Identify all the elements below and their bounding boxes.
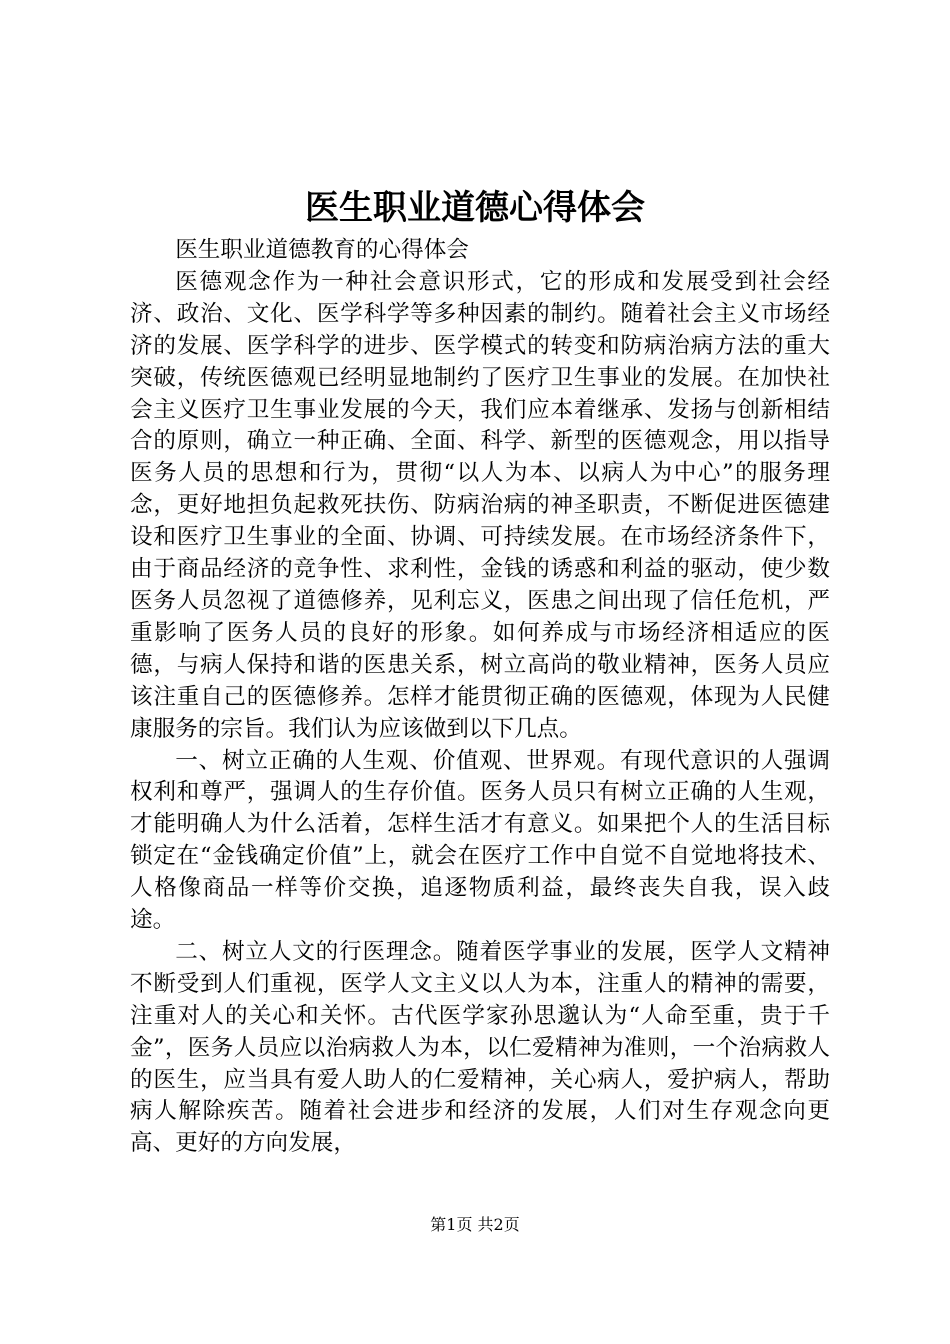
body-paragraph: 医德观念作为一种社会意识形式，它的形成和发展受到社会经济、政治、文化、医学科学等多种因素的制约。随着社会主义市场经济的发展、医学科学的进步、医学模式的转变和防病治病方法的重大突破，传统医德观已经明显地制约了医疗卫生事业的发展。在加快社会主义医疗卫生事业发展的今天，我们应本着继承、发扬与创新相结合的原则，确立一种正确、全面、科学、新型的医德观念，用以指导医务人员的思想和行为，贯彻“以人为本、以病人为中心”的服务理念，更好地担负起救死扶伤、防病治病的神圣职责，不断促进医德建设和医疗卫生事业的全面、协调、可持续发展。在市场经济条件下，由于商品经济的竞争性、求利性，金钱的诱惑和利益的驱动，使少数医务人员忽视了道德修养，见利忘义，医患之间出现了信任危机，严重影响了医务人员的良好的形象。如何养成与市场经济相适应的医德，与病人保持和谐的医患关系，树立高尚的敬业精神，医务人员应该注重自己的医德修养。怎样才能贯彻正确的医德观，体现为人民健康服务的宗旨。我们认为应该做到以下几点。: [130, 268, 830, 742]
document-body: [130, 235, 830, 1160]
body-paragraph: 一、树立正确的人生观、价值观、世界观。有现代意识的人强调权利和尊严，强调人的生存价值。医务人员只有树立正确的人生观，才能明确人为什么活着，怎样生活才有意义。如果把个人的生活目标锁定在“金钱确定价值”上，就会在医疗工作中自觉不自觉地将技术、人格像商品一样等价交换，追逐物质利益，最终丧失自我，误入歧途。: [130, 747, 830, 934]
subtitle-paragraph: 医生职业道德教育的心得体会: [175, 237, 469, 263]
page-number-footer: 第1页 共2页: [430, 1215, 520, 1234]
document-title: 医生职业道德心得体会: [305, 188, 645, 228]
body-paragraph: 二、树立人文的行医理念。随着医学事业的发展，医学人文精神不断受到人们重视，医学人文主义以人为本，注重人的精神的需要，注重对人的关心和关怀。古代医学家孙思邈认为“人命至重，贵于千金”，医务人员应以治病救人为本，以仁爱精神为准则，一个治病救人的医生，应当具有爱人助人的仁爱精神，关心病人，爱护病人，帮助病人解除疾苦。随着社会进步和经济的发展，人们对生存观念向更高、更好的方向发展，: [130, 938, 830, 1157]
